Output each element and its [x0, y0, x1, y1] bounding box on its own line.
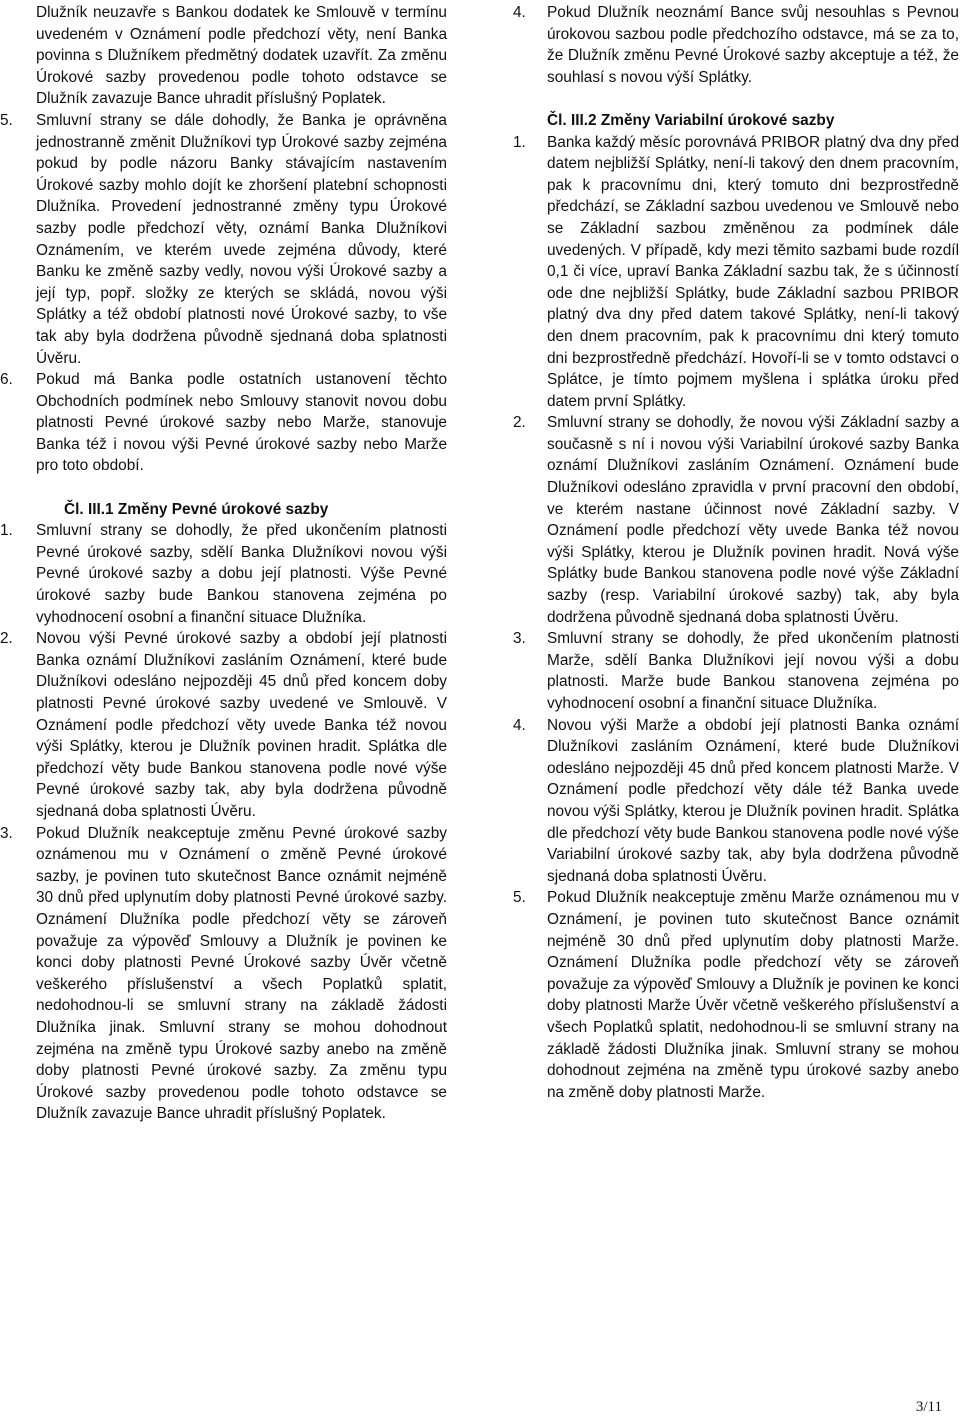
list-item-4	[513, 715, 959, 888]
item-number: 2.	[513, 414, 526, 432]
item-number: 4.	[513, 716, 526, 734]
list-item-1	[513, 132, 959, 413]
item-number: 5.	[513, 889, 526, 907]
list-item-5	[0, 110, 447, 369]
spacer	[547, 88, 959, 110]
item-number: 5.	[0, 111, 13, 129]
item-text: Novou výši Pevné úrokové sazby a období její platnosti Banka oznámí Dlužníkovi zasláním Oznámení, které bude Dlužníkovi odesláno nejpozději 45 dnů před koncem doby platnosti Pevné úrokové sazby uvedené ve Smlouvě. V Oznámení podle předchozí věty uvede Banka též novou výši Splátky, kterou je Dlužník povinen hradit. Splátka dle předchozí věty bude Bankou stanovena podle nové výše Pevné úrokové sazby tak, aby byla dodržena původně sjednaná doba splatnosti Úvěru.	[36, 630, 447, 820]
left-column	[0, 2, 447, 1125]
page-number: 3/11	[915, 1399, 942, 1415]
item-number: 6.	[0, 371, 13, 389]
section-heading-iii-1: Čl. III.1 Změny Pevné úrokové sazby	[64, 500, 329, 518]
list-item-2	[0, 628, 447, 822]
section-heading-iii-2: Čl. III.2 Změny Variabilní úrokové sazby	[547, 111, 835, 129]
item-text: Novou výši Marže a období její platnosti Banka oznámí Dlužníkovi zasláním Oznámení, které bude Dlužníkovi odesláno nejpozději 45 dnů před koncem platnosti Marže. V Oznámení podle předchozí věty dále též Banka uvede novou výši Splátky, kterou je Dlužník povinen hradit. Splátka dle předchozí věty bude Bankou stanovena podle nové výše Variabilní úrokové sazby tak, aby byla dodržena původně sjednaná doba splatnosti Úvěru.	[547, 716, 959, 885]
intro-paragraph: Dlužník neuzavře s Bankou dodatek ke Smlouvě v termínu uvedeném v Oznámení podle předchozí věty, není Banka povinna s Dlužníkem předmětný dodatek uzavřít. Za změnu Úrokové sazby provedenou podle tohoto odstavce se Dlužník zavazuje Bance uhradit příslušný Poplatek.	[36, 4, 447, 108]
list-item-3	[513, 628, 959, 714]
list-item-3	[0, 823, 447, 1125]
item-text: Pokud Dlužník neoznámí Bance svůj nesouhlas s Pevnou úrokovou sazbou podle předchozího odstavce, má se za to, že Dlužník změnu Pevné Úrokové sazby akceptuje a též, že souhlasí s novou výší Splátky.	[547, 4, 959, 86]
right-column	[513, 2, 959, 1103]
item-text: Banka každý měsíc porovnává PRIBOR platný dva dny před datem nejbližší Splátky, není-li takový den dnem pracovním, pak k pracovnímu dni, který tomuto dni bezprostředně předchází, se Základní sazbou uvedenou ve Smlouvě nebo se Základní sazbou změněnou za podmínek dále uvedených. V případě, kdy mezi těmito sazbami bude rozdíl 0,1 či více, upraví Banka Základní sazbu tak, že s účinností ode dne nejbližší Splátky, bude Základní sazbou PRIBOR platný dva dny před datem takové Splátky, není-li takový den dnem pracovním, pak k pracovnímu dni který tomuto dni bezprostředně předchází. Hovoří-li se v tomto odstavci o Splátce, je tímto pojmem myšlena i splátka úroku před datem první Splátky.	[547, 133, 959, 410]
list-item-5	[513, 887, 959, 1103]
list-item-2	[513, 412, 959, 628]
list-item-6	[0, 369, 447, 477]
item-number: 3.	[0, 824, 13, 842]
list-item-1	[0, 520, 447, 628]
item-text: Smluvní strany se dohodly, že před ukončením platnosti Marže, sdělí Banka Dlužníkovi její novou výši a dobu platnosti. Marže bude Bankou stanovena zejména po vyhodnocení osobní a finanční situace Dlužníka.	[547, 630, 959, 712]
item-text: Pokud Dlužník neakceptuje změnu Pevné úrokové sazby oznámenou mu v Oznámení o změně Pevné úrokové sazby, je povinen tuto skutečnost Bance oznámit nejméně 30 dnů před uplynutím doby platnosti Pevné úrokové sazby. Oznámení Dlužníka podle předchozí věty se zároveň považuje za výpověď Smlouvy a Dlužník je povinen ke konci doby platnosti Pevné Úrokové sazby Úvěr včetně veškerého příslušenství a všech Poplatků splatit, nedohodnou-li se smluvní strany na základě žádosti Dlužníka jinak. Smluvní strany se mohou dohodnout zejména na změně typu Úrokové sazby anebo na změně doby platnosti Pevné úrokové sazby. Za změnu typu Úrokové sazby provedenou podle tohoto odstavce se Dlužník zavazuje Bance uhradit příslušný Poplatek.	[36, 824, 447, 1123]
item-text: Pokud Dlužník neakceptuje změnu Marže oznámenou mu v Oznámení, je povinen tuto skutečnost Bance oznámit nejméně 30 dnů před uplynutím doby platnosti Marže. Oznámení Dlužníka podle předchozí věty se zároveň považuje za výpověď Smlouvy a Dlužník je povinen ke konci doby platnosti Marže Úvěr včetně veškerého příslušenství a všech Poplatků splatit, nedohodnou-li se smluvní strany na základě žádosti Dlužníka jinak. Smluvní strany se mohou dohodnout zejména na změně typu úrokové sazby anebo na změně doby platnosti Marže.	[547, 889, 959, 1101]
item-number: 1.	[0, 522, 13, 540]
item-number: 3.	[513, 630, 526, 648]
item-text: Smluvní strany se dohodly, že novou výši Základní sazby a současně s ní i novou výši Variabilní úrokové sazby Banka oznámí Dlužníkovi zasláním Oznámení. Oznámení bude Dlužníkovi odesláno zpravidla v první pracovní den období, ve kterém nastane účinnost nové Základní sazby. V Oznámení podle předchozí věty uvede Banka též novou výši Splátky, kterou je Dlužník povinen hradit. Nová výše Splátky bude Bankou stanovena podle nové výše Základní sazby (resp. Variabilní úrokové sazby) tak, aby byla dodržena původně sjednaná doba splatnosti Úvěru.	[547, 414, 959, 626]
item-number: 2.	[0, 630, 13, 648]
spacer	[36, 477, 447, 499]
list-item-4	[513, 2, 959, 88]
item-number: 4.	[513, 4, 526, 21]
item-text: Pokud má Banka podle ostatních ustanovení těchto Obchodních podmínek nebo Smlouvy stanovit novou dobu platnosti Pevné úrokové sazby nebo Marže, stanovuje Banka též i novou výši Pevné úrokové sazby nebo Marže pro toto období.	[36, 371, 447, 475]
item-text: Smluvní strany se dále dohodly, že Banka je oprávněna jednostranně změnit Dlužníkovi typ Úrokové sazby zejména pokud by podle názoru Banky stávajícím nastavením Úrokové sazby mohlo dojít ke zhoršení platební schopnosti Dlužníka. Provedení jednostranné změny typu Úrokové sazby podle předchozí věty, oznámí Banka Dlužníkovi Oznámením, ve kterém uvede zejména důvody, které Banku ke změně sazby vedly, novou výši Úrokové sazby a její typ, popř. složky ze kterých se skládá, novou výši Splátky a též období platnosti nové Úrokové sazby, to vše tak aby byla dodržena původně sjednaná doba splatnosti Úvěru.	[36, 111, 447, 367]
item-number: 1.	[513, 133, 526, 151]
item-text: Smluvní strany se dohodly, že před ukončením platnosti Pevné úrokové sazby, sdělí Banka Dlužníkovi novou výši Pevné úrokové sazby a dobu její platnosti. Výše Pevné úrokové sazby bude Bankou stanovena zejména po vyhodnocení osobní a finanční situace Dlužníka.	[36, 522, 447, 626]
